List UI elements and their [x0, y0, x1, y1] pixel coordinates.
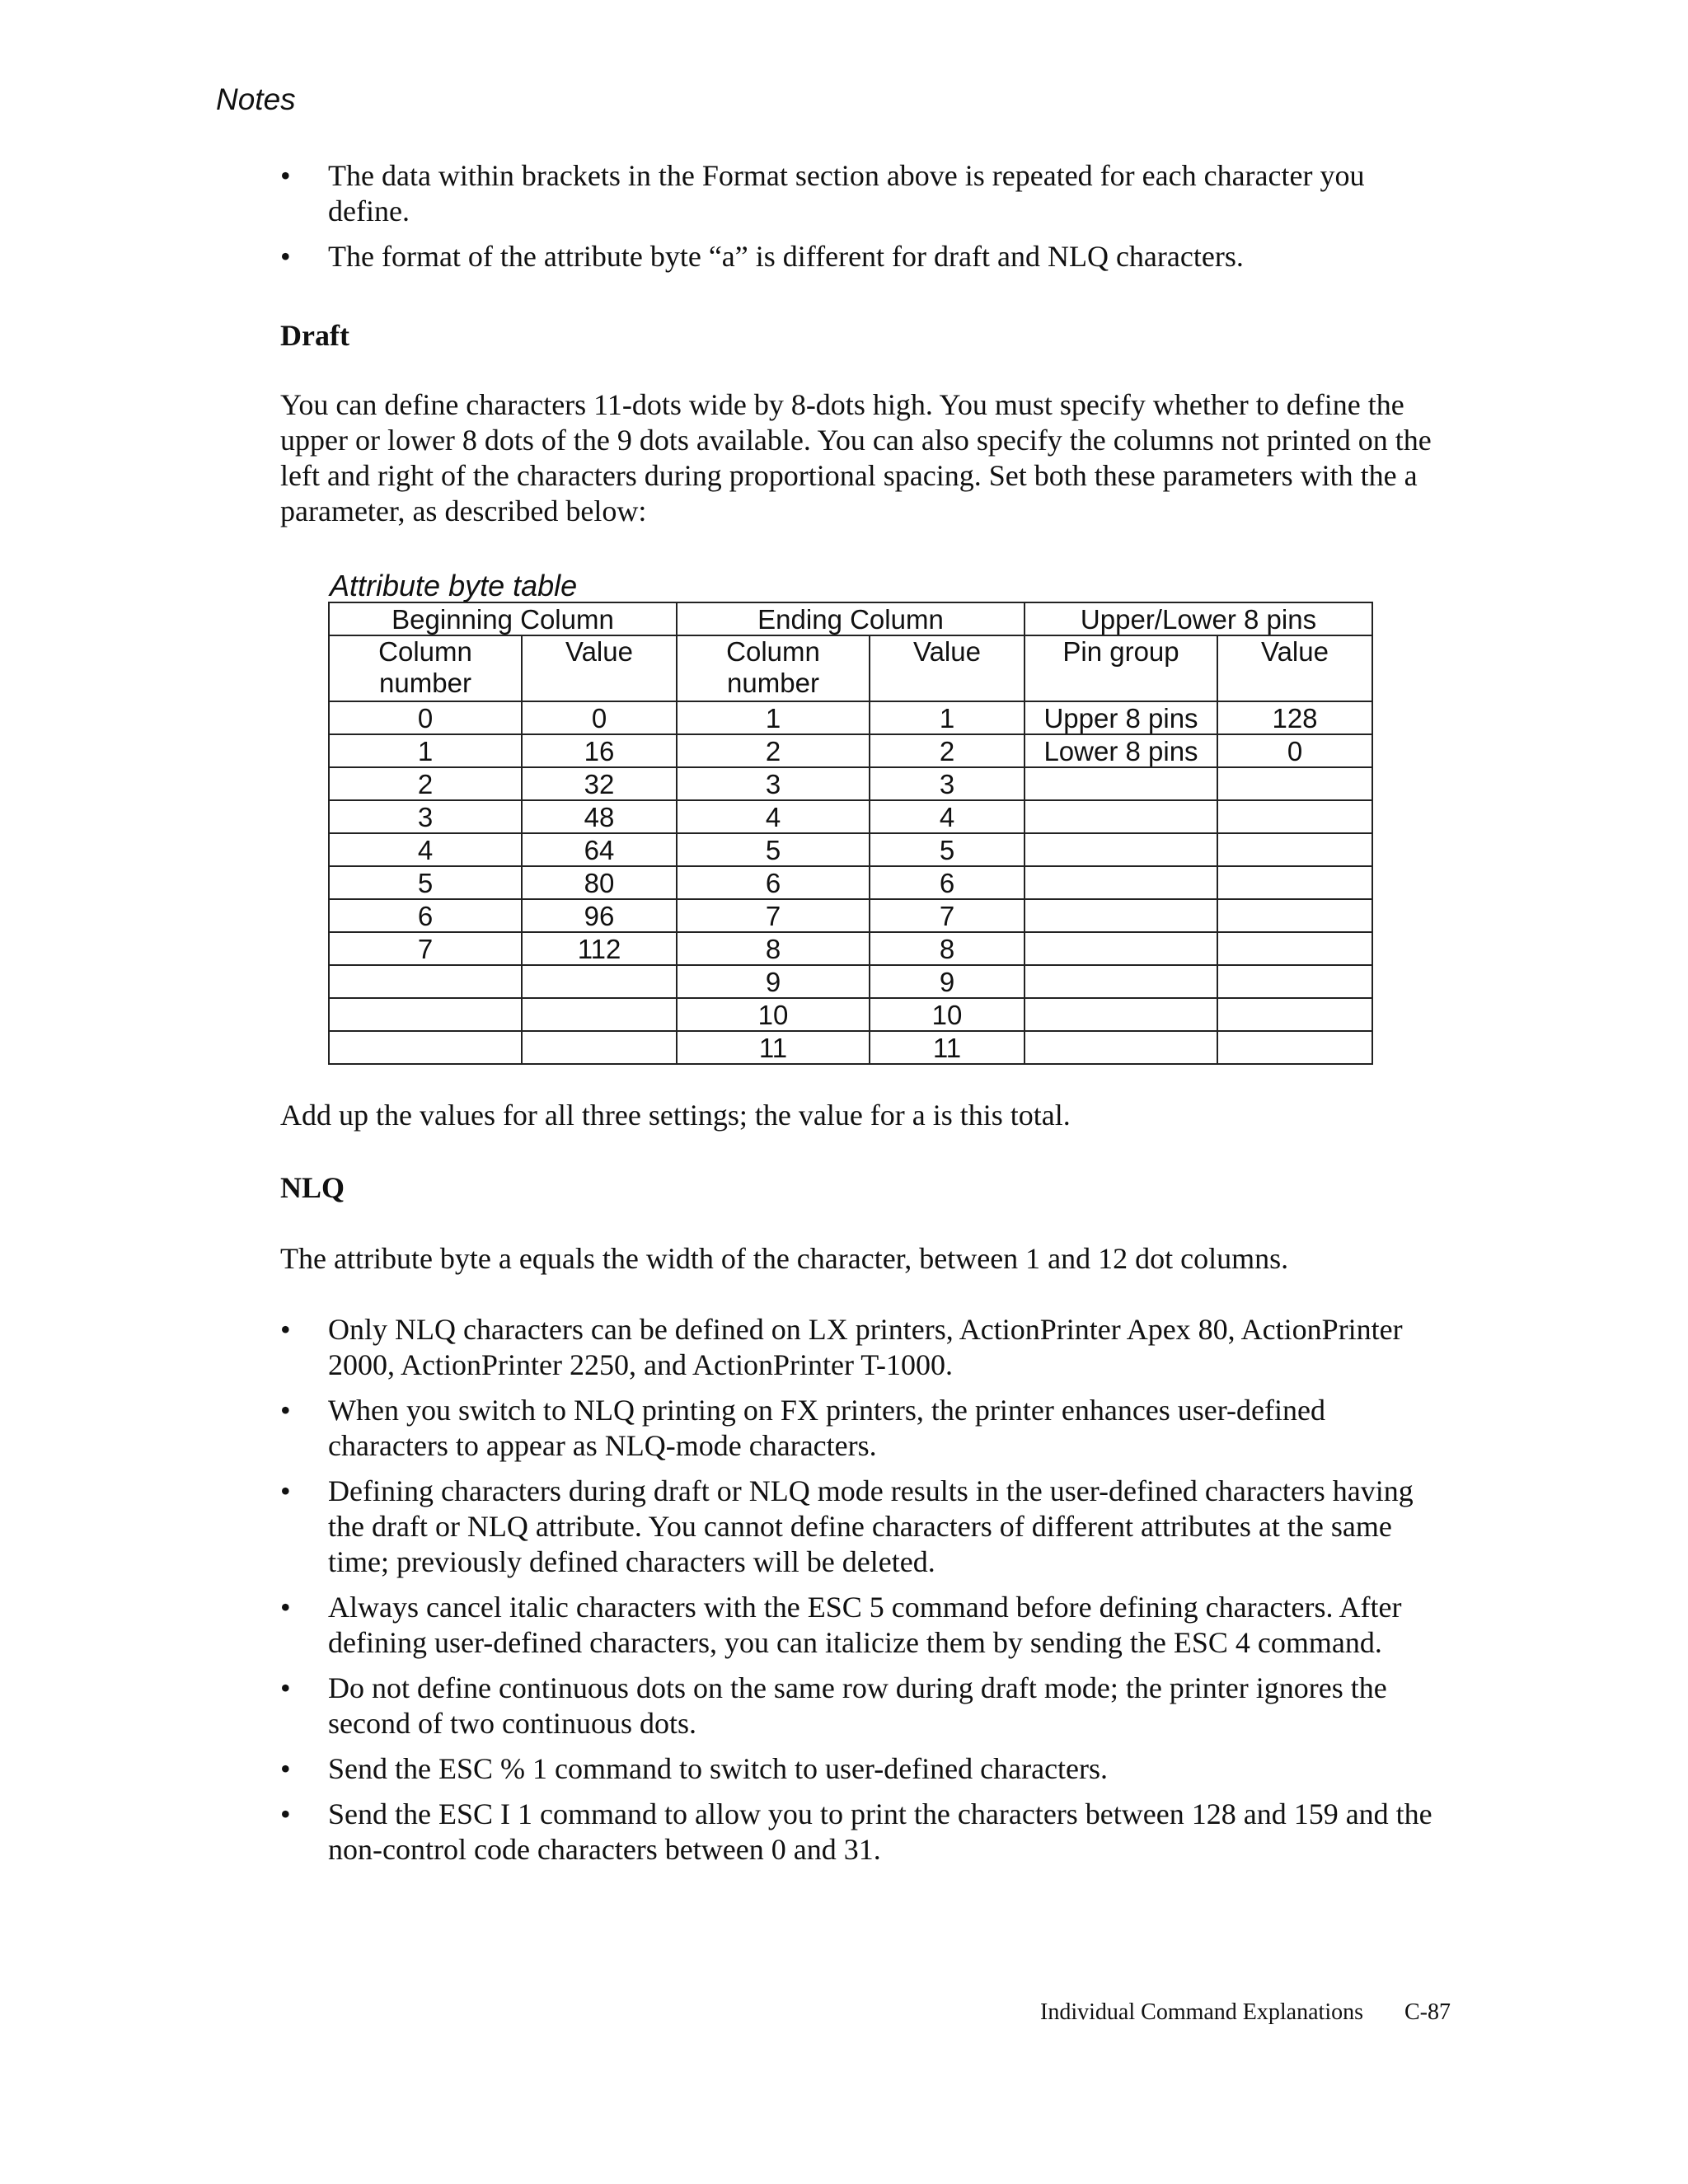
table-cell: 4 — [870, 800, 1025, 833]
nlq-note-item: • Defining characters during draft or NLQ mode results in the user-defined characters having the draft or NLQ attribute. You cannot define characters of different attributes at the same time; previously defined characters will be deleted. — [280, 1474, 1451, 1580]
table-cell: 3 — [677, 767, 870, 800]
table-cell: 80 — [522, 866, 677, 899]
attribute-byte-table — [328, 602, 1373, 1065]
nlq-notes-list — [280, 1312, 1451, 1877]
subheader-pin-group: Pin group — [1025, 635, 1217, 701]
subheader-value: Value — [870, 635, 1025, 701]
table-cell — [1217, 899, 1372, 932]
nlq-note-item: • Send the ESC % 1 command to switch to user-defined characters. — [280, 1751, 1451, 1787]
nlq-heading: NLQ — [280, 1171, 345, 1204]
table-row — [329, 701, 1372, 734]
table-cell — [522, 965, 677, 998]
table-cell — [1217, 965, 1372, 998]
table-row — [329, 1031, 1372, 1064]
table-cell: 2 — [329, 767, 522, 800]
table-cell — [1025, 800, 1217, 833]
note-item: • The format of the attribute byte “a” is different for draft and NLQ characters. — [280, 239, 1451, 274]
table-cell — [1025, 998, 1217, 1031]
note-item: • The data within brackets in the Format section above is repeated for each character you define. — [280, 158, 1451, 229]
subheader-column-number: Column number — [329, 635, 522, 701]
table-body — [329, 701, 1372, 1064]
draft-paragraph: You can define characters 11-dots wide by 8-dots high. You must specify whether to define the upper or lower 8 dots of the 9 dots available. You can also specify the columns not printed on the left and right of the characters during proportional spacing. Set both these parameters with the a parameter, as described below: — [280, 388, 1432, 527]
table-cell: 6 — [870, 866, 1025, 899]
table-cell: 1 — [870, 701, 1025, 734]
group-header-beginning-column: Beginning Column — [329, 602, 677, 635]
group-header-upper-lower-pins: Upper/Lower 8 pins — [1025, 602, 1372, 635]
table-cell: 7 — [329, 932, 522, 965]
table-cell — [522, 1031, 677, 1064]
table-row — [329, 866, 1372, 899]
top-notes-list — [280, 158, 1451, 284]
nlq-note-item: • Only NLQ characters can be defined on LX printers, ActionPrinter Apex 80, ActionPrinter 2000, ActionPrinter 2250, and ActionPrinter T-1000. — [280, 1312, 1451, 1383]
table-cell: 10 — [677, 998, 870, 1031]
table-cell: 3 — [329, 800, 522, 833]
table-cell — [1217, 998, 1372, 1031]
table-cell: 16 — [522, 734, 677, 767]
table-cell: 32 — [522, 767, 677, 800]
nlq-note-item: • Send the ESC I 1 command to allow you to print the characters between 128 and 159 and the non-control code characters between 0 and 31. — [280, 1797, 1451, 1868]
table-cell — [1217, 1031, 1372, 1064]
table-cell: 2 — [677, 734, 870, 767]
footer-page-number: C-87 — [1404, 1999, 1451, 2025]
table-row — [329, 800, 1372, 833]
table-cell: 1 — [677, 701, 870, 734]
table-group-header-row — [329, 602, 1372, 635]
nlq-paragraph: The attribute byte a equals the width of the character, between 1 and 12 dot columns. — [280, 1242, 1289, 1275]
nlq-note-item: • Always cancel italic characters with the ESC 5 command before defining characters. After defining user-defined characters, you can italicize them by sending the ESC 4 command. — [280, 1590, 1451, 1661]
sum-note: Add up the values for all three settings; the value for a is this total. — [280, 1099, 1071, 1132]
table-cell: 3 — [870, 767, 1025, 800]
table-cell: 128 — [1217, 701, 1372, 734]
table-cell: 0 — [1217, 734, 1372, 767]
draft-heading: Draft — [280, 319, 349, 352]
subheader-value: Value — [522, 635, 677, 701]
table-cell: 5 — [870, 833, 1025, 866]
table-cell: 9 — [677, 965, 870, 998]
table-cell: 7 — [677, 899, 870, 932]
table-cell: 1 — [329, 734, 522, 767]
table-row — [329, 965, 1372, 998]
table-cell: 48 — [522, 800, 677, 833]
table-cell: 10 — [870, 998, 1025, 1031]
table-cell: 11 — [677, 1031, 870, 1064]
table-cell: 5 — [329, 866, 522, 899]
notes-heading: Notes — [216, 82, 296, 116]
table-cell — [1217, 767, 1372, 800]
table-cell — [1025, 932, 1217, 965]
table-cell — [329, 965, 522, 998]
subheader-column-number: Column number — [677, 635, 870, 701]
table-cell: 64 — [522, 833, 677, 866]
table-cell: 9 — [870, 965, 1025, 998]
table-cell — [1217, 833, 1372, 866]
table-cell — [1025, 833, 1217, 866]
table-cell — [1025, 866, 1217, 899]
table-cell: 4 — [329, 833, 522, 866]
table-cell — [1217, 800, 1372, 833]
table-cell: 112 — [522, 932, 677, 965]
table-cell: 5 — [677, 833, 870, 866]
table-cell: Lower 8 pins — [1025, 734, 1217, 767]
table-cell: 6 — [329, 899, 522, 932]
table-row — [329, 833, 1372, 866]
table-cell: 6 — [677, 866, 870, 899]
table-row — [329, 767, 1372, 800]
table-cell: 0 — [522, 701, 677, 734]
table-row — [329, 998, 1372, 1031]
table-cell — [1025, 899, 1217, 932]
table-cell — [329, 998, 522, 1031]
table-cell — [1217, 866, 1372, 899]
table-cell: 4 — [677, 800, 870, 833]
table-cell: 2 — [870, 734, 1025, 767]
nlq-note-item: • When you switch to NLQ printing on FX printers, the printer enhances user-defined characters to appear as NLQ-mode characters. — [280, 1393, 1451, 1464]
table-caption: Attribute byte table — [330, 569, 578, 602]
table-subheader-row — [329, 635, 1372, 701]
table-row — [329, 932, 1372, 965]
table-cell: 96 — [522, 899, 677, 932]
table-cell: 8 — [870, 932, 1025, 965]
nlq-note-item: • Do not define continuous dots on the same row during draft mode; the printer ignores the second of two continuous dots. — [280, 1671, 1451, 1741]
table-cell: 11 — [870, 1031, 1025, 1064]
group-header-ending-column: Ending Column — [677, 602, 1025, 635]
table-row — [329, 899, 1372, 932]
page-footer — [1040, 1999, 1451, 2026]
table-cell: Upper 8 pins — [1025, 701, 1217, 734]
table-cell — [522, 998, 677, 1031]
table-cell: 7 — [870, 899, 1025, 932]
table-cell — [1025, 767, 1217, 800]
subheader-value: Value — [1217, 635, 1372, 701]
footer-section-title: Individual Command Explanations — [1040, 1999, 1363, 2025]
table-cell — [1025, 965, 1217, 998]
table-row — [329, 734, 1372, 767]
table-cell — [329, 1031, 522, 1064]
table-cell: 0 — [329, 701, 522, 734]
table-cell — [1025, 1031, 1217, 1064]
table-cell: 8 — [677, 932, 870, 965]
table-cell — [1217, 932, 1372, 965]
